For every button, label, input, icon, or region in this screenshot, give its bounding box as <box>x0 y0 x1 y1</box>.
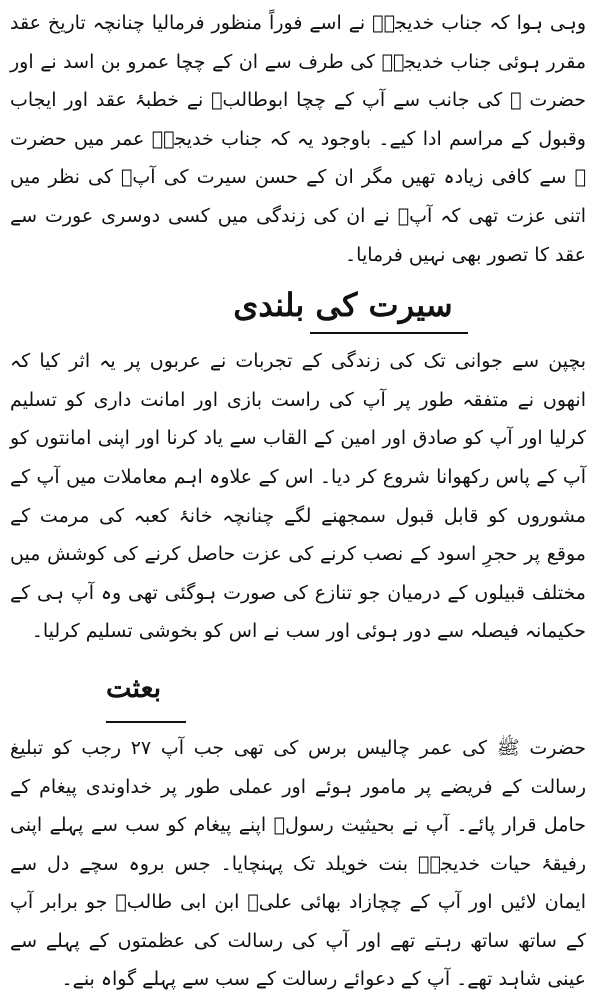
section-heading-bisat <box>10 665 586 729</box>
heading-underline <box>106 721 186 723</box>
heading-bisat: بعثت <box>106 672 162 704</box>
paragraph-character: بچپن سے جوانی تک کی زندگی کے تجربات نے عربوں پر یہ اثر کیا کہ انھوں نے متفقہ طور پر آپ کی راست بازی اور امانت داری کو تسلیم کرلیا اور آپ کو صادق اور امین کے القاب سے یاد کرنا اور اپنی امانتوں کو آپ کے پاس رکھوانا شروع کر دیا۔ اس کے علاوہ اہم معاملات میں آپ کے مشوروں کو قابل قبول سمجھنے لگے چنانچہ خانۂ کعبہ کی مرمت کے موقع پر حجرِ اسود کے نصب کرنے کی عزت حاصل کرنے کی کوشش میں مختلف قبیلوں کے درمیان جو تنازع کی صورت ہوگئی تھی وہ آپ ہی کے حکیمانہ فیصلہ سے دور ہوئی اور سب نے اس کو بخوشی تسلیم کرلیا۔ <box>10 350 586 643</box>
heading-underline <box>310 332 468 334</box>
heading-sirat-ki-bulandi: سیرت کی بلندی <box>233 286 453 325</box>
section-heading-sirat <box>10 280 586 342</box>
paragraph-marriage: وہی ہوا کہ جناب خدیجہؓ نے اسے فوراً منظور فرمالیا چنانچہ تاریخ عقد مقرر ہوئی جناب خدیجہؓ کی طرف سے ان کے چچا عمرو بن اسد نے اور حضرت ﷺ کی جانب سے آپ کے چچا ابوطالبؑ نے خطبۂ عقد اور ایجاب وقبول کے مراسم ادا کیے۔ باوجود یہ کہ جناب خدیجہؓ عمر میں حضرت ﷺ سے کافی زیادہ تھیں مگر ان کے حسن سیرت کی آپؐ کی نظر میں اتنی عزت تھی کہ آپؐ نے ان کی زندگی میں کسی دوسری عورت سے عقد کا تصور بھی نہیں فرمایا۔ <box>10 12 586 266</box>
spacer <box>10 651 586 665</box>
paragraph-prophethood: حضرت ﷺ کی عمر چالیس برس کی تھی جب آپ ۲۷ رجب کو تبلیغ رسالت کے فریضے پر مامور ہوئے اور عملی طور پر خداوندی پیغام کے حامل قرار پائے۔ آپ نے بحیثیت رسولؐ اپنے پیغام کو سب سے پہلے اپنی رفیقۂ حیات خدیجہؓ بنت خویلد تک پہنچایا۔ جس بروہ سچے دل سے ایمان لائیں اور آپ کے چچازاد بھائی علیؑ ابن ابی طالبؑ جو برابر آپ کے ساتھ ساتھ رہتے تھے اور آپ کی رسالت کی عظمتوں کے پہلے سے عینی شاہد تھے۔ آپ کے دعوائے رسالت کے سب سے پہلے گواہ بنے۔ <box>10 736 587 991</box>
